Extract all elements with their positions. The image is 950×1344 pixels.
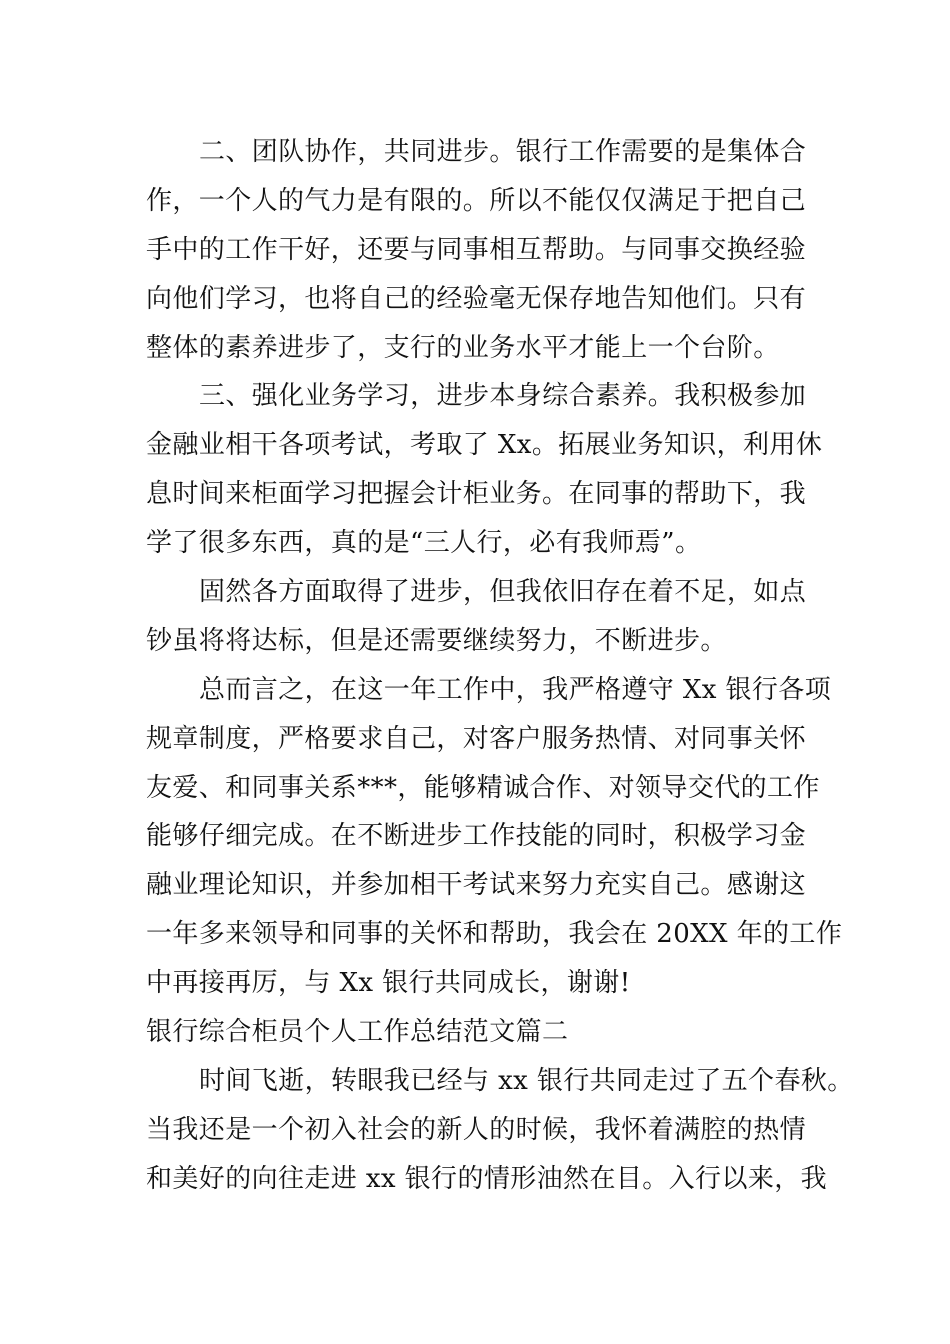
- document-body: [146, 128, 854, 1204]
- text-line: 二、团队协作，共同进步。银行工作需要的是集体合: [199, 137, 807, 167]
- text-line: 三、强化业务学习，进步本身综合素养。我积极参加: [199, 381, 807, 412]
- text-line: 友爱、和同事关系***，能够精诚合作、对领导交代的工作: [146, 772, 820, 803]
- text-line: 整体的素养进步了，支行的业务水平才能上一个台阶。: [146, 332, 780, 363]
- text-line: 固然各方面取得了进步，但我依旧存在着不足，如点: [199, 577, 807, 608]
- text-line: 融业理论知识，并参加相干考试来努力充实自己。感谢这: [146, 870, 807, 901]
- text-line: 一年多来领导和同事的关怀和帮助，我会在 20XX 年的工作: [146, 919, 843, 950]
- text-line: 规章制度，严格要求自己，对客户服务热情、对同事关怀: [146, 723, 807, 754]
- text-line: 当我还是一个初入社会的新人的时候，我怀着满腔的热情: [146, 1114, 807, 1145]
- text-line: 能够仔细完成。在不断进步工作技能的同时，积极学习金: [146, 821, 807, 852]
- text-line: 总而言之，在这一年工作中，我严格遵守 Xx 银行各项: [199, 674, 832, 705]
- text-line: 钞虽将将达标，但是还需要继续努力，不断进步。: [146, 625, 727, 656]
- text-line: 手中的工作干好，还要与同事相互帮助。与同事交换经验: [146, 234, 807, 265]
- text-line: 息时间来柜面学习把握会计柜业务。在同事的帮助下，我: [146, 479, 807, 510]
- text-line: 中再接再厉，与 Xx 银行共同成长，谢谢!: [146, 968, 631, 999]
- text-line: 向他们学习，也将自己的经验毫无保存地告知他们。只有: [146, 283, 807, 314]
- text-line: 金融业相干各项考试，考取了 Xx。拓展业务知识，利用休: [146, 430, 823, 461]
- text-line: 学了很多东西，真的是“三人行，必有我师焉”。: [146, 528, 702, 559]
- text-line: 银行综合柜员个人工作总结范文篇二: [146, 1017, 569, 1048]
- text-line: 时间飞逝，转眼我已经与 xx 银行共同走过了五个春秋。: [199, 1065, 854, 1096]
- text-line: 作，一个人的气力是有限的。所以不能仅仅满足于把自己: [146, 185, 807, 216]
- text-line: 和美好的向往走进 xx 银行的情形油然在目。入行以来，我: [146, 1163, 828, 1194]
